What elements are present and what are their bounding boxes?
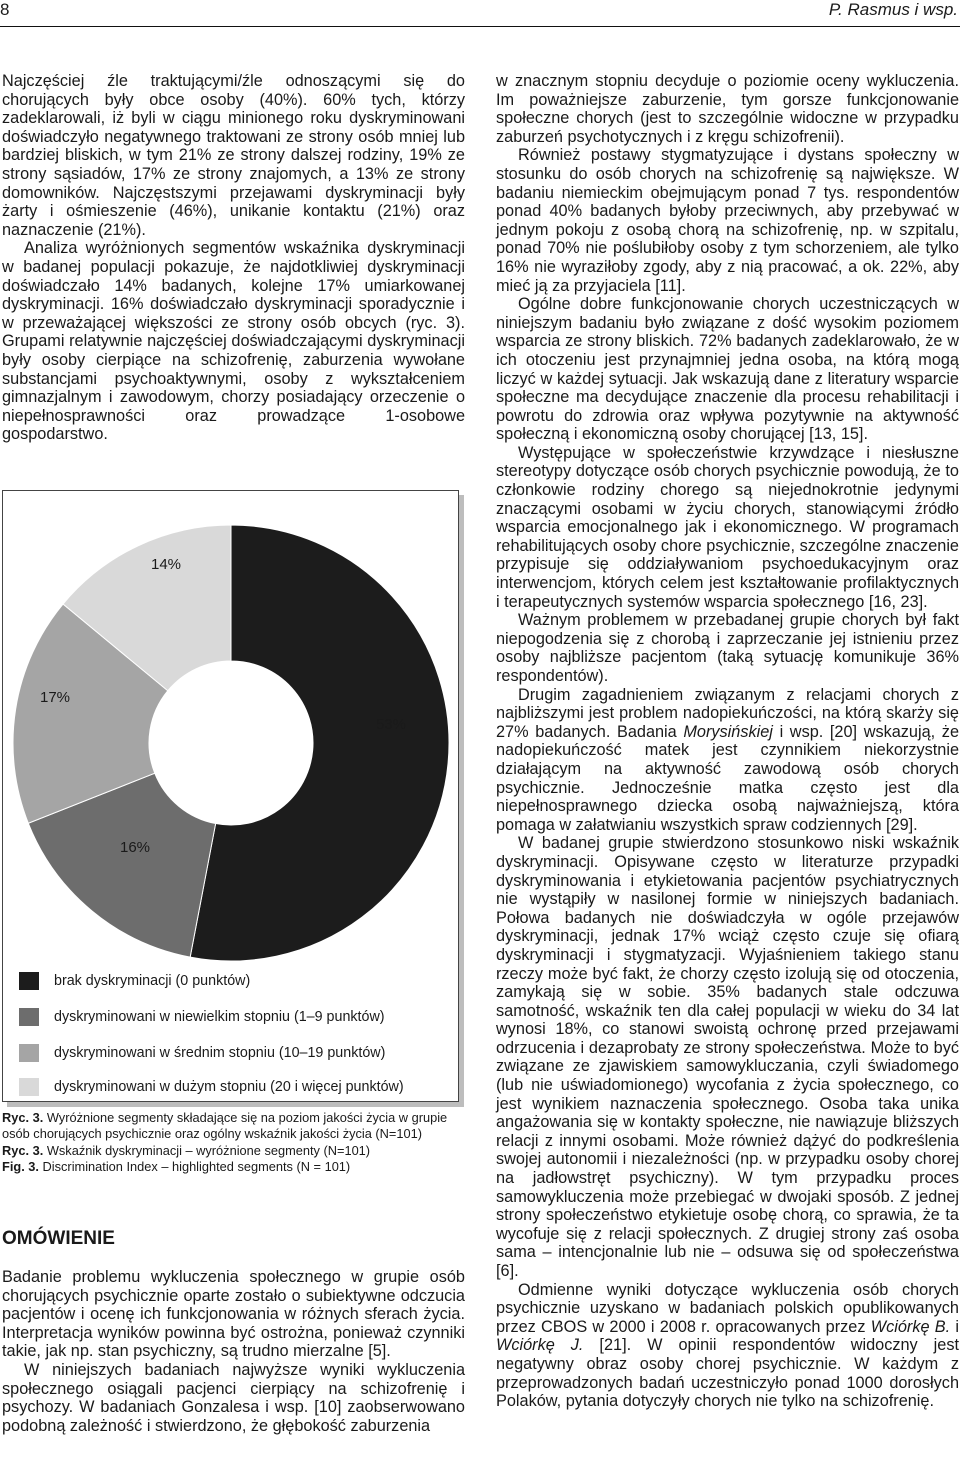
discussion-paragraph-2: W niniejszych badaniach najwyższe wyniki wykluczenia społecznego osiągali pacjenci cierpiący na schizofrenię i psychozy. W badaniach Gonzalesa i wsp. [10] zaobserwowano podobną zależność i stwierdzono, że głębokość zaburzenia [2,1360,465,1435]
header-rule [0,26,960,27]
p6-part-b: i wsp. [20] wskazują, że nadopiekuńczość matek jest czynnikiem niekorzystnie działającym na aktywność zawodową osób chorych psychicznie. Jednocześnie matka często jest dla niepełnosprawnego dziecka osobą najważniejszą, która pomaga w załatwianiu wszystkich spraw codziennych [29]. [496,722,959,834]
caption-prefix-1: Ryc. 3. [2,1110,44,1125]
slice-label-16: 16% [120,839,151,856]
left-paragraph-1: Najczęściej źle traktującymi/źle odnoszącymi się do chorujących były obce osoby (40%). 60% tych, którzy zadeklarowali, iż byli w ciągu minionego roku dyskryminowani doświadczyło negatywnego traktowani ze strony osób mniej lub bardziej bliskich, w tym 21% ze strony dalszej rodziny, 19% ze strony sąsiadów, 17% ze strony znajomych, a 13% ze strony domowników. Najczęstszymi przejawami dyskryminacji były żarty i ośmieszenie (46%), unikanie kontaktu (21%) oraz naznaczenie (21%). [2,72,465,239]
caption-line-2 [2,1143,465,1159]
legend-label-medium: dyskryminowani w średnim stopniu (10–19 punktów) [54,1045,386,1061]
figure-caption [2,1110,465,1176]
right-paragraph-8 [496,1281,959,1411]
caption-text-2: Wskaźnik dyskryminacji – wyróżnione segmenty (N=101) [46,1142,371,1158]
legend-label-none: brak dyskryminacji (0 punktów) [54,973,251,989]
right-paragraph-3: Ogólne dobre funkcjonowanie chorych uczestniczących w niniejszym badaniu było związane z dość wysokim poziomem wsparcia ze strony bliskich. 72% badanych zadeklarowało, że w ich otoczeniu jest przynajmniej jedna osoba, na którą mogą liczyć w każdej sytuacji. Jak wskazują dane z literatury wsparcie społeczne ma decydujące znaczenie dla procesu rehabilitacji i powrotu do zdrowia oraz wpływa pozytywnie na aktywność społeczną i ekonomiczną osoby chorującej [13, 15]. [496,295,959,444]
caption-prefix-2: Ryc. 3. [2,1142,44,1158]
legend-swatch-none [19,972,39,990]
caption-line-1 [2,1110,465,1143]
discussion-paragraph-1: Badanie problemu wykluczenia społecznego w grupie osób chorujących psychicznie oparte zostało o subiektywne odczucia pacjentów i ocenę ich funkcjonowania w różnych sferach życia. Interpretacja wyników powinna być ostrożna, ponieważ czynniki takie, jak np. stan psychiczny, są trudno mierzalne [5]. [2,1268,465,1361]
legend-item-low [19,1008,449,1028]
right-paragraph-6 [496,686,959,835]
p8-part-b: [21]. W opinii respondentów widoczny jest negatywny obraz osoby chorej psychicznie. W każdym z przeprowadzonych badań uczestniczyło ponad 1000 dorosłych Polaków, pytania dotyczyły chorych nie tylko na schizofrenię. [496,1336,959,1411]
right-paragraph-4: Występujące w społeczeństwie krzywdzące i niesłuszne stereotypy dotyczące osób chorych psychicznie powodują, że to członkowie rodziny chorego są niejednokrotnie jedynymi znaczącymi osobami w życiu chorych, stanowiącymi źródło wsparcia emocjonalnego jak i ekonomicznego. W programach rehabilitujących osoby chore psychicznie, szczególne znaczenie przypisuje się oddziaływaniom psychoedukacyjnym oraz interwencjom, których celem jest kształtowanie profilaktycznych i terapeutycznych systemów wsparcia społecznego [16, 23]. [496,443,959,611]
left-column-bottom [2,1268,465,1435]
slice-label-17: 17% [40,689,71,706]
slice-label-14: 14% [151,556,182,573]
legend-label-high: dyskryminowani w dużym stopniu (20 i więcej punktów) [54,1079,404,1095]
legend-swatch-low [19,1008,39,1026]
legend-item-high [19,1078,449,1098]
p8-connector: i [950,1317,959,1336]
legend-swatch-medium [19,1044,39,1062]
page-number: 8 [0,0,10,19]
p6-part-a: Drugim zagadnieniem związanym z relacjami chorych z najbliższymi jest problem nadopiekuńczości, na którą skarży się 27% badanych. Badania [496,685,959,741]
caption-text-1: Wyróżnione segmenty składające się na poziom jakości życia w grupie osób chorujących psychicznie oraz ogólny wskaźnik jakości życia (N=101) [2,1110,448,1142]
right-paragraph-2: Również postawy stygmatyzujące i dystans społeczny w stosunku do osób chorych na schizofrenię są największe. W badaniu niemieckim obejmującym ponad 7 tys. respondentów ponad 40% badanych byłoby przeciwnych, aby przebywać w jednym pokoju z osobą chorą na schizofrenię, np. w szpitalu, ponad 70% nie poślubiłoby osoby z tym schorzeniem, ale tylko 16% nie wyraziłoby zgody, aby z nią pracować, a ok. 22%, aby mieć ją za przyjaciela [11]. [496,146,959,295]
legend-label-low: dyskryminowani w niewielkim stopniu (1–9 punktów) [54,1009,385,1025]
left-paragraph-2: Analiza wyróżnionych segmentów wskaźnika dyskryminacji w badanej populacji pokazuje, że najdotkliwiej dyskryminacji doświadczało 14% badanych, kolejne 17% umiarkowanej dyskryminacji. 16% doświadczało dyskryminacji sporadycznie i w przeważającej większości ze strony osób obcych (ryc. 3). Grupami relatywnie najczęściej doświadczającymi dyskryminacji były osoby cierpiące na schizofrenię, zaburzenia wywołane substancjami psychoaktywnymi, osoby z wykształceniem gimnazjalnym i zawodowym, chorzy posiadający orzeczenie o niepełnosprawności oraz prowadzące 1-osobowe gospodarstwo. [2,239,465,444]
legend-item-none [19,972,449,992]
p8-part-a: Odmienne wyniki dotyczące wykluczenia osób chorych psychicznie uzyskano w badaniach polskich opublikowanych przez CBOS w 2000 i 2008 r. opracowanych przez [496,1280,959,1336]
right-paragraph-5: Ważnym problemem w przebadanej grupie chorych był fakt niepogodzenia się z chorobą i zaprzeczanie jej istnieniu przez osoby najbliższe pacjentom (taką sytuację komunikuje 36% respondentów). [496,611,959,685]
right-paragraph-7: W badanej grupie stwierdzono stosunkowo niski wskaźnik dyskryminacji. Opisywane często w literaturze przypadki dyskryminowania i etykietowania pacjentów psychiatrycznych nie wystąpiły w nasilonej formie w niniejszych badaniach. Połowa badanych nie doświadczyła w ogóle przejawów dyskryminacji, jednak 17% wciąż często czuje się ofiarą dyskryminacji i stygmatyzacji. Wyjaśnieniem takiego stanu rzeczy może być fakt, że chorzy często izolują się od otoczenia, zamykają się w sobie. 35% badanych stale odczuwa samotność, wskaźnik ten dla całej populacji w wieku do 34 lat wynosi 18%, co stanowi swoistą ochronę przed przejawami odrzucenia i dezaprobaty ze strony społeczeństwa. Może to być związane ze zjawiskiem samowykluczania, czyli świadomego (lub nie uświadomionego) wycofania z życia społecznego, co jest wynikiem naznaczenia społecznego. Osoba taka unika angażowania się w kontakty społeczne, nie nawiązuje bliższych relacji z innymi osobami. Może również dążyć do podkreślenia swojej autonomii i niezależności (np. w przypadku osoby chorej na jadłowstręt psychiczny). W tym przypadku proces samowykluczenia może przebiegać w dwojaki sposób. Z jednej strony społeczeństwo etykietuje osobę chorą, co sprawia, że ta wycofuje się z relacji społecznych. Z drugiej strony zaś osoba sama – intencjonalnie lub nie – odsuwa się od społeczeństwa [6]. [496,834,959,1280]
right-paragraph-1: w znacznym stopniu decyduje o poziomie oceny wykluczenia. Im poważniejsze zaburzenie, tym gorsze funkcjonowanie społeczne chorych (jest to szczególnie widoczne w przypadku zaburzeń psychotycznych i z kręgu schizofrenii). [496,72,959,146]
legend-item-medium [19,1044,449,1064]
p8-citation-author-1: Wciórkę B. [870,1317,951,1336]
caption-prefix-3: Fig. 3. [2,1159,39,1175]
caption-line-3 [2,1159,465,1175]
slice-label-53: 53% [376,716,407,733]
legend-swatch-high [19,1078,39,1096]
left-column-top [2,72,465,444]
section-heading: OMÓWIENIE [2,1228,115,1249]
p8-citation-author-2: Wciórkę J. [496,1336,584,1355]
running-header-authors: P. Rasmus i wsp. [828,0,958,19]
caption-text-3: Discrimination Index – highlighted segments (N = 101) [42,1159,351,1175]
p6-citation-author: Morysińskiej [683,722,773,741]
right-column [496,72,959,1411]
